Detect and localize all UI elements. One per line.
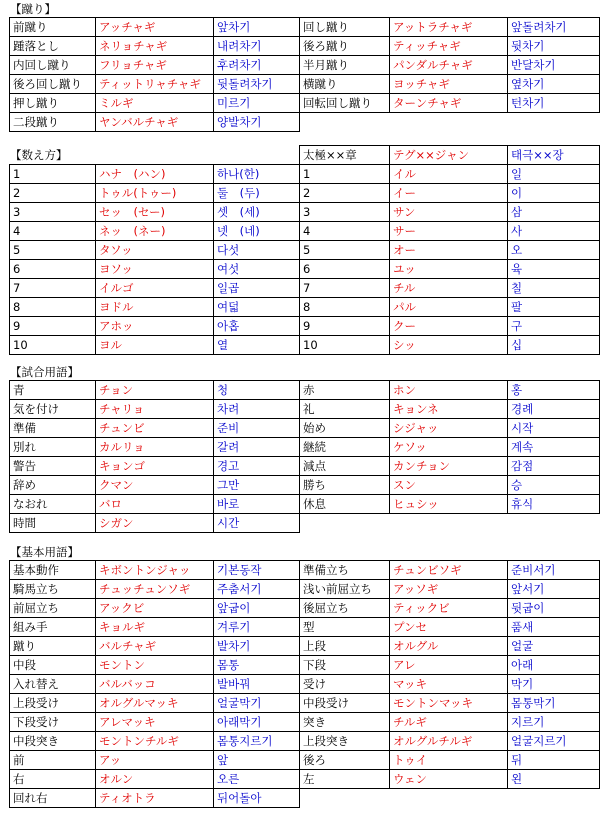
counting-term-cell: 2 xyxy=(10,184,96,203)
match-reading-cell: ケソッ xyxy=(390,438,508,457)
basic-term-cell: 右 xyxy=(10,770,96,789)
basic-reading-cell: オルグルチルギ xyxy=(390,732,508,751)
kicks-reading-cell: アッチャギ xyxy=(96,18,214,37)
kicks-reading-cell: パンダルチャギ xyxy=(390,56,508,75)
counting-term-cell: 9 xyxy=(300,317,390,336)
match-term-cell: 礼 xyxy=(300,400,390,419)
match-reading-cell: シガン xyxy=(96,514,214,533)
match-term-cell: 気を付け xyxy=(10,400,96,419)
basic-row xyxy=(10,732,600,751)
counting-reading-cell: イル xyxy=(390,165,508,184)
basic-term-cell: 基本動作 xyxy=(10,561,96,580)
basic-hangul-cell: 오른 xyxy=(214,770,300,789)
counting-hangul-cell: 다섯 xyxy=(214,241,300,260)
counting-term-cell: 3 xyxy=(300,203,390,222)
kicks-term-cell: 前蹴り xyxy=(10,18,96,37)
basic-hangul-cell: 아래 xyxy=(508,656,600,675)
counting-reading-cell: イルゴ xyxy=(96,279,214,298)
basic-hangul-cell: 몸통지르기 xyxy=(214,732,300,751)
basic-reading-cell: アレ xyxy=(390,656,508,675)
counting-term-cell: 8 xyxy=(10,298,96,317)
basic-reading-cell: マッキ xyxy=(390,675,508,694)
kicks-term-cell: 回転回し蹴り xyxy=(300,94,390,113)
kicks-reading-cell: ティットリャチャギ xyxy=(96,75,214,94)
counting-section-title: 【数え方】 xyxy=(10,148,68,162)
counting-hangul-cell: 이 xyxy=(508,184,600,203)
counting-term-cell: 3 xyxy=(10,203,96,222)
basic-hangul-cell: 앞 xyxy=(214,751,300,770)
counting-reading-cell: オー xyxy=(390,241,508,260)
kicks-term-cell: 後ろ蹴り xyxy=(300,37,390,56)
match-reading-cell: スン xyxy=(390,476,508,495)
counting-reading-cell: トゥル(トゥー) xyxy=(96,184,214,203)
match-term-cell: 警告 xyxy=(10,457,96,476)
basic-reading-cell: プンセ xyxy=(390,618,508,637)
counting-hangul-cell: 오 xyxy=(508,241,600,260)
basic-row xyxy=(10,580,600,599)
match-hangul-cell: 감점 xyxy=(508,457,600,476)
counting-term-cell: 8 xyxy=(300,298,390,317)
match-row xyxy=(10,400,600,419)
kicks-row xyxy=(10,18,600,37)
basic-hangul-cell: 앞굽이 xyxy=(214,599,300,618)
counting-header-blank xyxy=(10,146,300,165)
counting-hangul-cell: 둘 (두) xyxy=(214,184,300,203)
basic-reading-cell: バルチャギ xyxy=(96,637,214,656)
kicks-hangul-cell: 옆차기 xyxy=(508,75,600,94)
match-term-cell: 準備 xyxy=(10,419,96,438)
match-section-title: 【試合用語】 xyxy=(10,365,79,379)
kicks-reading-cell: ミルギ xyxy=(96,94,214,113)
counting-row xyxy=(10,241,600,260)
basic-term-cell: 入れ替え xyxy=(10,675,96,694)
kicks-hangul-cell: 미르기 xyxy=(214,94,300,113)
basic-reading-cell: アックビ xyxy=(96,599,214,618)
basic-reading-cell: オルグルマッキ xyxy=(96,694,214,713)
kicks-term-cell: 後ろ回し蹴り xyxy=(10,75,96,94)
match-reading-cell: キョンゴ xyxy=(96,457,214,476)
counting-hangul-cell: 팔 xyxy=(508,298,600,317)
counting-hangul-cell: 하나(한) xyxy=(214,165,300,184)
basic-reading-cell: ウェン xyxy=(390,770,508,789)
match-term-cell: 青 xyxy=(10,381,96,400)
counting-row xyxy=(10,184,600,203)
counting-row xyxy=(10,260,600,279)
basic-hangul-cell: 뒤어돌아 xyxy=(214,789,300,808)
basic-term-cell: 後ろ xyxy=(300,751,390,770)
empty-cell xyxy=(300,113,600,132)
basic-term-cell: 蹴り xyxy=(10,637,96,656)
kicks-hangul-cell: 뒷차기 xyxy=(508,37,600,56)
basic-reading-cell: アッ xyxy=(96,751,214,770)
basic-term-cell: 受け xyxy=(300,675,390,694)
match-term-cell: 継続 xyxy=(300,438,390,457)
basic-reading-cell: チュッチュンソギ xyxy=(96,580,214,599)
counting-reading-cell: ヨソッ xyxy=(96,260,214,279)
basic-hangul-cell: 얼굴막기 xyxy=(214,694,300,713)
basic-term-cell: 上段受け xyxy=(10,694,96,713)
counting-hangul-cell: 사 xyxy=(508,222,600,241)
basic-row xyxy=(10,694,600,713)
basic-term-cell: 下段受け xyxy=(10,713,96,732)
counting-row xyxy=(10,298,600,317)
counting-hangul-cell: 넷 (네) xyxy=(214,222,300,241)
kicks-table xyxy=(9,17,600,132)
basic-term-cell: 中段突き xyxy=(10,732,96,751)
basic-section-title: 【基本用語】 xyxy=(10,545,79,559)
basic-hangul-cell: 품새 xyxy=(508,618,600,637)
counting-hangul-cell: 아홉 xyxy=(214,317,300,336)
basic-reading-cell: アッソギ xyxy=(390,580,508,599)
basic-row xyxy=(10,561,600,580)
counting-term-cell: 9 xyxy=(10,317,96,336)
counting-row xyxy=(10,279,600,298)
match-reading-cell: チャリョ xyxy=(96,400,214,419)
counting-table xyxy=(9,145,600,355)
basic-term-cell: 前 xyxy=(10,751,96,770)
basic-term-cell: 中段 xyxy=(10,656,96,675)
counting-term-cell: 7 xyxy=(10,279,96,298)
basic-hangul-cell: 발바꿔 xyxy=(214,675,300,694)
basic-term-cell: 下段 xyxy=(300,656,390,675)
counting-term-cell: 10 xyxy=(300,336,390,355)
match-hangul-cell: 바로 xyxy=(214,495,300,514)
counting-reading-cell: シッ xyxy=(390,336,508,355)
counting-reading-cell: ユッ xyxy=(390,260,508,279)
counting-hangul-cell: 구 xyxy=(508,317,600,336)
counting-hangul-cell: 셋 (세) xyxy=(214,203,300,222)
counting-header-ko: 태극××장 xyxy=(508,146,600,165)
basic-reading-cell: チュンビソギ xyxy=(390,561,508,580)
kicks-row xyxy=(10,75,600,94)
kicks-reading-cell: ティッチャギ xyxy=(390,37,508,56)
basic-row xyxy=(10,789,600,808)
kicks-hangul-cell: 양발차기 xyxy=(214,113,300,132)
kicks-term-cell: 内回し蹴り xyxy=(10,56,96,75)
kicks-row xyxy=(10,113,600,132)
counting-term-cell: 4 xyxy=(10,222,96,241)
match-row xyxy=(10,476,600,495)
counting-term-cell: 5 xyxy=(300,241,390,260)
counting-term-cell: 6 xyxy=(300,260,390,279)
counting-hangul-cell: 십 xyxy=(508,336,600,355)
kicks-term-cell: 踵落とし xyxy=(10,37,96,56)
basic-hangul-cell: 막기 xyxy=(508,675,600,694)
kicks-reading-cell: ヨッチャギ xyxy=(390,75,508,94)
kicks-term-cell: 半月蹴り xyxy=(300,56,390,75)
basic-hangul-cell: 얼굴지르기 xyxy=(508,732,600,751)
kicks-row xyxy=(10,37,600,56)
match-reading-cell: カンチョン xyxy=(390,457,508,476)
match-row xyxy=(10,514,600,533)
basic-reading-cell: モントンマッキ xyxy=(390,694,508,713)
counting-reading-cell: チル xyxy=(390,279,508,298)
match-table xyxy=(9,380,600,533)
counting-row xyxy=(10,222,600,241)
basic-term-cell: 左 xyxy=(300,770,390,789)
counting-header-row xyxy=(10,146,600,165)
match-term-cell: 減点 xyxy=(300,457,390,476)
counting-row xyxy=(10,336,600,355)
basic-hangul-cell: 기본동작 xyxy=(214,561,300,580)
kicks-term-cell: 横蹴り xyxy=(300,75,390,94)
basic-term-cell: 回れ右 xyxy=(10,789,96,808)
empty-cell xyxy=(300,514,600,533)
basic-row xyxy=(10,751,600,770)
counting-term-cell: 4 xyxy=(300,222,390,241)
counting-header-kata: テグ××ジャン xyxy=(390,146,508,165)
counting-hangul-cell: 삼 xyxy=(508,203,600,222)
counting-hangul-cell: 여섯 xyxy=(214,260,300,279)
counting-term-cell: 7 xyxy=(300,279,390,298)
counting-reading-cell: アホッ xyxy=(96,317,214,336)
basic-hangul-cell: 지르기 xyxy=(508,713,600,732)
kicks-term-cell: 押し蹴り xyxy=(10,94,96,113)
basic-hangul-cell: 뒤 xyxy=(508,751,600,770)
basic-term-cell: 型 xyxy=(300,618,390,637)
match-row xyxy=(10,457,600,476)
basic-reading-cell: オルン xyxy=(96,770,214,789)
basic-row xyxy=(10,713,600,732)
match-term-cell: 辞め xyxy=(10,476,96,495)
counting-term-cell: 10 xyxy=(10,336,96,355)
basic-reading-cell: モントン xyxy=(96,656,214,675)
match-term-cell: 別れ xyxy=(10,438,96,457)
counting-reading-cell: ネッ (ネー) xyxy=(96,222,214,241)
match-reading-cell: バロ xyxy=(96,495,214,514)
counting-hangul-cell: 칠 xyxy=(508,279,600,298)
counting-term-cell: 6 xyxy=(10,260,96,279)
kicks-section-title: 【蹴り】 xyxy=(10,2,56,16)
basic-hangul-cell: 얼굴 xyxy=(508,637,600,656)
basic-hangul-cell: 아래막기 xyxy=(214,713,300,732)
match-reading-cell: チョン xyxy=(96,381,214,400)
counting-row xyxy=(10,203,600,222)
basic-reading-cell: バルバッコ xyxy=(96,675,214,694)
basic-hangul-cell: 발차기 xyxy=(214,637,300,656)
counting-term-cell: 5 xyxy=(10,241,96,260)
match-hangul-cell: 준비 xyxy=(214,419,300,438)
match-reading-cell: キョンネ xyxy=(390,400,508,419)
kicks-reading-cell: ヤンバルチャギ xyxy=(96,113,214,132)
basic-term-cell: 後屈立ち xyxy=(300,599,390,618)
basic-reading-cell: アレマッキ xyxy=(96,713,214,732)
basic-term-cell: 浅い前屈立ち xyxy=(300,580,390,599)
counting-hangul-cell: 열 xyxy=(214,336,300,355)
kicks-hangul-cell: 턴차기 xyxy=(508,94,600,113)
kicks-hangul-cell: 내려차기 xyxy=(214,37,300,56)
match-hangul-cell: 갈려 xyxy=(214,438,300,457)
empty-cell xyxy=(300,789,600,808)
basic-table xyxy=(9,560,600,808)
match-reading-cell: カルリョ xyxy=(96,438,214,457)
counting-reading-cell: セッ (セー) xyxy=(96,203,214,222)
counting-term-cell: 1 xyxy=(10,165,96,184)
basic-hangul-cell: 주춤서기 xyxy=(214,580,300,599)
match-hangul-cell: 계속 xyxy=(508,438,600,457)
counting-hangul-cell: 일곱 xyxy=(214,279,300,298)
kicks-hangul-cell: 후려차기 xyxy=(214,56,300,75)
counting-header-jp: 太極××章 xyxy=(300,146,390,165)
counting-reading-cell: タソッ xyxy=(96,241,214,260)
basic-term-cell: 上段突き xyxy=(300,732,390,751)
kicks-hangul-cell: 앞차기 xyxy=(214,18,300,37)
match-term-cell: 始め xyxy=(300,419,390,438)
basic-row xyxy=(10,675,600,694)
match-term-cell: 勝ち xyxy=(300,476,390,495)
counting-row xyxy=(10,317,600,336)
counting-row xyxy=(10,165,600,184)
match-row xyxy=(10,419,600,438)
counting-reading-cell: イー xyxy=(390,184,508,203)
match-term-cell: 休息 xyxy=(300,495,390,514)
basic-term-cell: 突き xyxy=(300,713,390,732)
match-row xyxy=(10,495,600,514)
kicks-term-cell: 二段蹴り xyxy=(10,113,96,132)
counting-reading-cell: ハナ (ハン) xyxy=(96,165,214,184)
basic-term-cell: 準備立ち xyxy=(300,561,390,580)
kicks-row xyxy=(10,56,600,75)
basic-hangul-cell: 겨루기 xyxy=(214,618,300,637)
match-reading-cell: クマン xyxy=(96,476,214,495)
match-hangul-cell: 휴식 xyxy=(508,495,600,514)
match-reading-cell: チュンビ xyxy=(96,419,214,438)
counting-reading-cell: パル xyxy=(390,298,508,317)
kicks-hangul-cell: 앞돌려차기 xyxy=(508,18,600,37)
basic-reading-cell: ティオトラ xyxy=(96,789,214,808)
kicks-reading-cell: ターンチャギ xyxy=(390,94,508,113)
kicks-hangul-cell: 뒷돌려차기 xyxy=(214,75,300,94)
counting-term-cell: 1 xyxy=(300,165,390,184)
kicks-hangul-cell: 반달차기 xyxy=(508,56,600,75)
match-hangul-cell: 경례 xyxy=(508,400,600,419)
basic-reading-cell: トゥイ xyxy=(390,751,508,770)
counting-reading-cell: サー xyxy=(390,222,508,241)
basic-hangul-cell: 몸통막기 xyxy=(508,694,600,713)
basic-row xyxy=(10,656,600,675)
match-reading-cell: ホン xyxy=(390,381,508,400)
basic-hangul-cell: 앞서기 xyxy=(508,580,600,599)
match-hangul-cell: 청 xyxy=(214,381,300,400)
match-term-cell: 時間 xyxy=(10,514,96,533)
match-row xyxy=(10,438,600,457)
basic-row xyxy=(10,770,600,789)
counting-reading-cell: ヨル xyxy=(96,336,214,355)
basic-term-cell: 上段 xyxy=(300,637,390,656)
counting-reading-cell: クー xyxy=(390,317,508,336)
match-term-cell: 赤 xyxy=(300,381,390,400)
counting-term-cell: 2 xyxy=(300,184,390,203)
basic-reading-cell: チルギ xyxy=(390,713,508,732)
basic-hangul-cell: 뒷굽이 xyxy=(508,599,600,618)
counting-reading-cell: サン xyxy=(390,203,508,222)
match-hangul-cell: 시작 xyxy=(508,419,600,438)
basic-row xyxy=(10,599,600,618)
match-hangul-cell: 시간 xyxy=(214,514,300,533)
basic-term-cell: 中段受け xyxy=(300,694,390,713)
basic-reading-cell: キョルギ xyxy=(96,618,214,637)
match-hangul-cell: 경고 xyxy=(214,457,300,476)
counting-hangul-cell: 여덟 xyxy=(214,298,300,317)
kicks-reading-cell: アットラチャギ xyxy=(390,18,508,37)
match-hangul-cell: 승 xyxy=(508,476,600,495)
kicks-reading-cell: フリョチャギ xyxy=(96,56,214,75)
basic-row xyxy=(10,637,600,656)
counting-reading-cell: ヨドル xyxy=(96,298,214,317)
basic-hangul-cell: 준비서기 xyxy=(508,561,600,580)
match-hangul-cell: 그만 xyxy=(214,476,300,495)
match-hangul-cell: 홍 xyxy=(508,381,600,400)
counting-hangul-cell: 육 xyxy=(508,260,600,279)
counting-hangul-cell: 일 xyxy=(508,165,600,184)
basic-term-cell: 騎馬立ち xyxy=(10,580,96,599)
basic-reading-cell: オルグル xyxy=(390,637,508,656)
kicks-row xyxy=(10,94,600,113)
basic-reading-cell: ティックビ xyxy=(390,599,508,618)
match-reading-cell: シジャッ xyxy=(390,419,508,438)
basic-term-cell: 前屈立ち xyxy=(10,599,96,618)
match-hangul-cell: 차려 xyxy=(214,400,300,419)
basic-reading-cell: モントンチルギ xyxy=(96,732,214,751)
basic-row xyxy=(10,618,600,637)
kicks-reading-cell: ネリョチャギ xyxy=(96,37,214,56)
match-row xyxy=(10,381,600,400)
kicks-term-cell: 回し蹴り xyxy=(300,18,390,37)
basic-reading-cell: キボントンジャッ xyxy=(96,561,214,580)
basic-hangul-cell: 몸통 xyxy=(214,656,300,675)
match-term-cell: なおれ xyxy=(10,495,96,514)
match-reading-cell: ヒュシッ xyxy=(390,495,508,514)
basic-hangul-cell: 왼 xyxy=(508,770,600,789)
basic-term-cell: 組み手 xyxy=(10,618,96,637)
